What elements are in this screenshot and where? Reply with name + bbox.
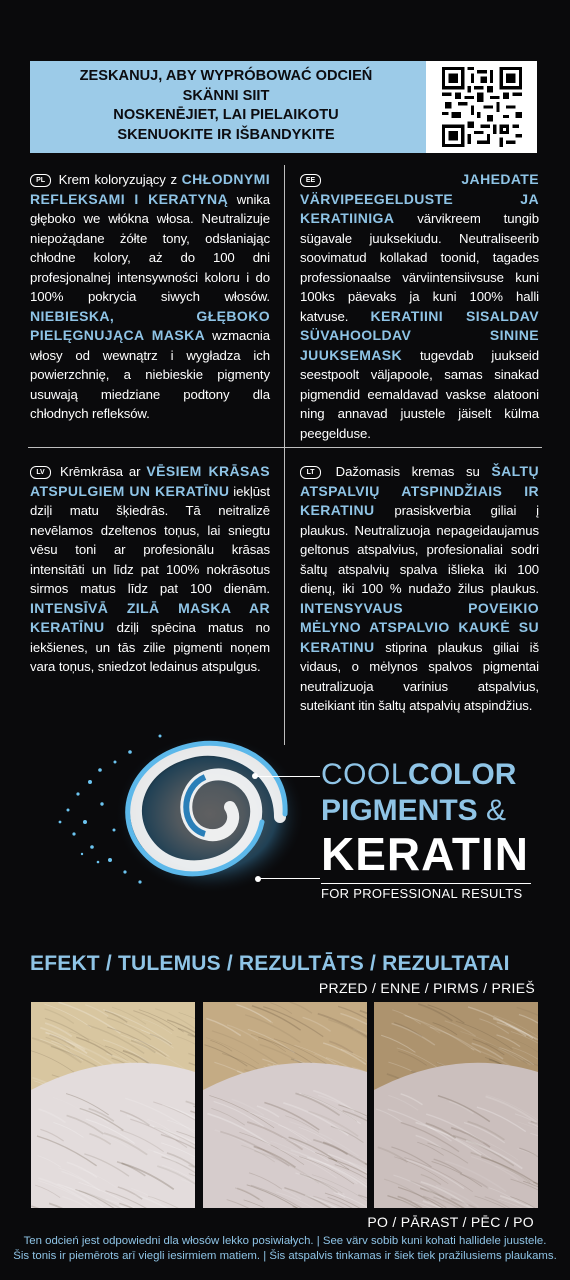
text-pl-3: wzmacnia włosy od wewnątrz i wygładza ich powierzchnię, a niebieskie pigmenty usuwają miedziane podtony dla chłodnych refleksów. — [30, 328, 270, 421]
scan-line-lt: SKENUOKITE IR IŠBANDYKITE — [117, 126, 335, 143]
after-swatch-3 — [374, 1090, 538, 1208]
claim-color: COLOR — [408, 758, 517, 791]
text-lt-2: prasiskverbia giliai į plaukus. Neutralizuoja nepageidaujamus geltonus atspalvius, profesionaliai sodri šaltų atspalvių spalva išlieka iki 100 dienų, iki 100 % nudažo žilus plaukus. — [300, 503, 539, 596]
qr-code-icon[interactable] — [426, 61, 537, 153]
claim-line-pigments — [321, 793, 561, 829]
description-lt — [300, 462, 539, 716]
highlight-ee-2: KERATIINI SISALDAV SÜVAHOOLDAV SININE JUUKSEMASK — [300, 307, 539, 363]
grid-divider-horizontal — [28, 447, 542, 448]
lang-tag-pl: PL — [30, 174, 51, 187]
scan-line-ee: SKÄNNI SIIT — [182, 87, 270, 104]
claim-line-cool-color — [321, 757, 561, 793]
claim-keratin: KERATIN — [321, 828, 530, 880]
claim-cool: COOL — [321, 758, 409, 791]
lang-tag-ee: EE — [300, 174, 321, 187]
hair-swirl-graphic — [30, 722, 330, 898]
claim-pointer-line-top — [255, 776, 320, 777]
claim-professional: FOR PROFESSIONAL RESULTS — [321, 886, 523, 901]
highlight-lv-2: INTENSĪVĀ ZILĀ MASKA AR KERATĪNU — [30, 599, 270, 635]
description-pl — [30, 170, 270, 424]
after-swatch-1 — [31, 1090, 195, 1208]
text-lv-1: Krēmkrāsa ar — [54, 464, 147, 479]
suitability-notes — [10, 1234, 560, 1264]
lang-tag-lt: LT — [300, 466, 321, 479]
scan-banner — [30, 61, 537, 153]
highlight-lt-2: INTENSYVAUS POVEIKIO MĖLYNO ATSPALVIO KAUKĖ SU KERATINU — [300, 599, 539, 655]
note-line-1: Ten odcień jest odpowiedni dla włosów lekko posiwiałych. | See värv sobib kuni kohati hallidele juustele. — [23, 1235, 547, 1247]
after-swatch-2 — [203, 1090, 367, 1208]
effect-title: EFEKT / TULEMUS / REZULTĀTS / REZULTATAI — [30, 952, 510, 975]
highlight-pl-2: NIEBIESKA, GŁĘBOKO PIELĘGNUJĄCA MASKA — [30, 307, 270, 343]
text-lt-3: stiprina plaukus giliai iš vidaus, o mėlynos spalvos pigmentai neutralizuoja varinius atspalvius, suteikiant itin šaltų atspalvių atspindžius. — [300, 639, 539, 713]
qr-code-graphic — [442, 67, 522, 147]
text-pl-2: wnika głęboko we włókna włosa. Neutralizuje niepożądane żółte tony, odsłaniając chłodne kolory, aż do 100 dni profesjonalnej intensywności koloru i do 100% pokrycia siwych włosów. — [30, 191, 271, 304]
text-pl-1: Krem koloryzujący z — [54, 172, 182, 187]
highlight-lv-1: VĒSIEM KRĀSAS ATSPULGIEM UN KERATĪNU — [30, 463, 270, 499]
description-lv — [30, 462, 270, 677]
text-ee-3: tugevdab juukseid seestpoolt väljapoole, samas sinakad pigmendid eemaldavad vaskse alatooni ning annavad juustele jäiselt külma peegelduse. — [300, 347, 539, 441]
scan-line-lv: NOSKENĒJIET, LAI PIELAIKOTU — [113, 107, 339, 123]
claim-pointer-line-bottom — [260, 878, 320, 879]
lang-tag-lv: LV — [30, 466, 51, 479]
highlight-pl-1: CHŁODNYMI REFLEKSAMI I KERATYNĄ — [30, 171, 270, 207]
scan-line-pl: ZESKANUJ, ABY WYPRÓBOWAĆ ODCIEŃ — [79, 68, 373, 84]
after-label: PO / PĀRAST / PĒC / PO — [367, 1214, 534, 1230]
text-lv-2: iekļūst dziļi matu šķiedrās. Tā neitralizē nevēlamos dzeltenos toņus, lai sniegtu vēsu toni ar profesionālu krāsas intensitāti un līdz pat 100% nokrāsotus sirmos matus līdz pat 100 dienām. — [30, 483, 270, 596]
grid-divider-vertical — [284, 165, 285, 745]
before-label: PRZED / ENNE / PIRMS / PRIEŠ — [318, 980, 535, 996]
scan-instructions — [30, 67, 422, 145]
note-line-2: Šis tonis ir piemērots arī viegli iesirmiem matiem. | Šis atspalvis tinkamas ir šiek tiek pražilusiems plaukams. — [13, 1250, 557, 1262]
text-lt-1: Dažomasis kremas su — [324, 464, 492, 479]
before-swatch-1 — [31, 1002, 195, 1102]
description-ee — [300, 170, 539, 443]
claim-ampersand: & — [477, 794, 507, 827]
claim-pigments: PIGMENTS — [321, 794, 478, 827]
before-swatch-3 — [374, 1002, 538, 1102]
highlight-lt-1: ŠALTŲ ATSPALVIŲ ATSPINDŽIAIS IR KERATINU — [300, 463, 539, 518]
highlight-ee-1: JAHEDATE VÄRVIPEEGELDUSTE JA KERATIINIGA — [300, 171, 539, 226]
text-lv-3: dziļi spēcina matus no iekšienes, un tās zilie pigmenti noņem vara toņus, sniedzot ledainus atspulgus. — [30, 620, 270, 674]
text-ee-2: värvikreem tungib sügavale juuksekiudu. Neutraliseerib soovimatud kollakad toonid, tagades professionaalse värviintensiivsuse kuni 100ks päevaks ja kuni 100% halli katvuse. — [300, 211, 539, 324]
before-swatch-2 — [203, 1002, 367, 1102]
cool-color-claim — [321, 757, 561, 904]
text-ee-1 — [324, 172, 461, 187]
